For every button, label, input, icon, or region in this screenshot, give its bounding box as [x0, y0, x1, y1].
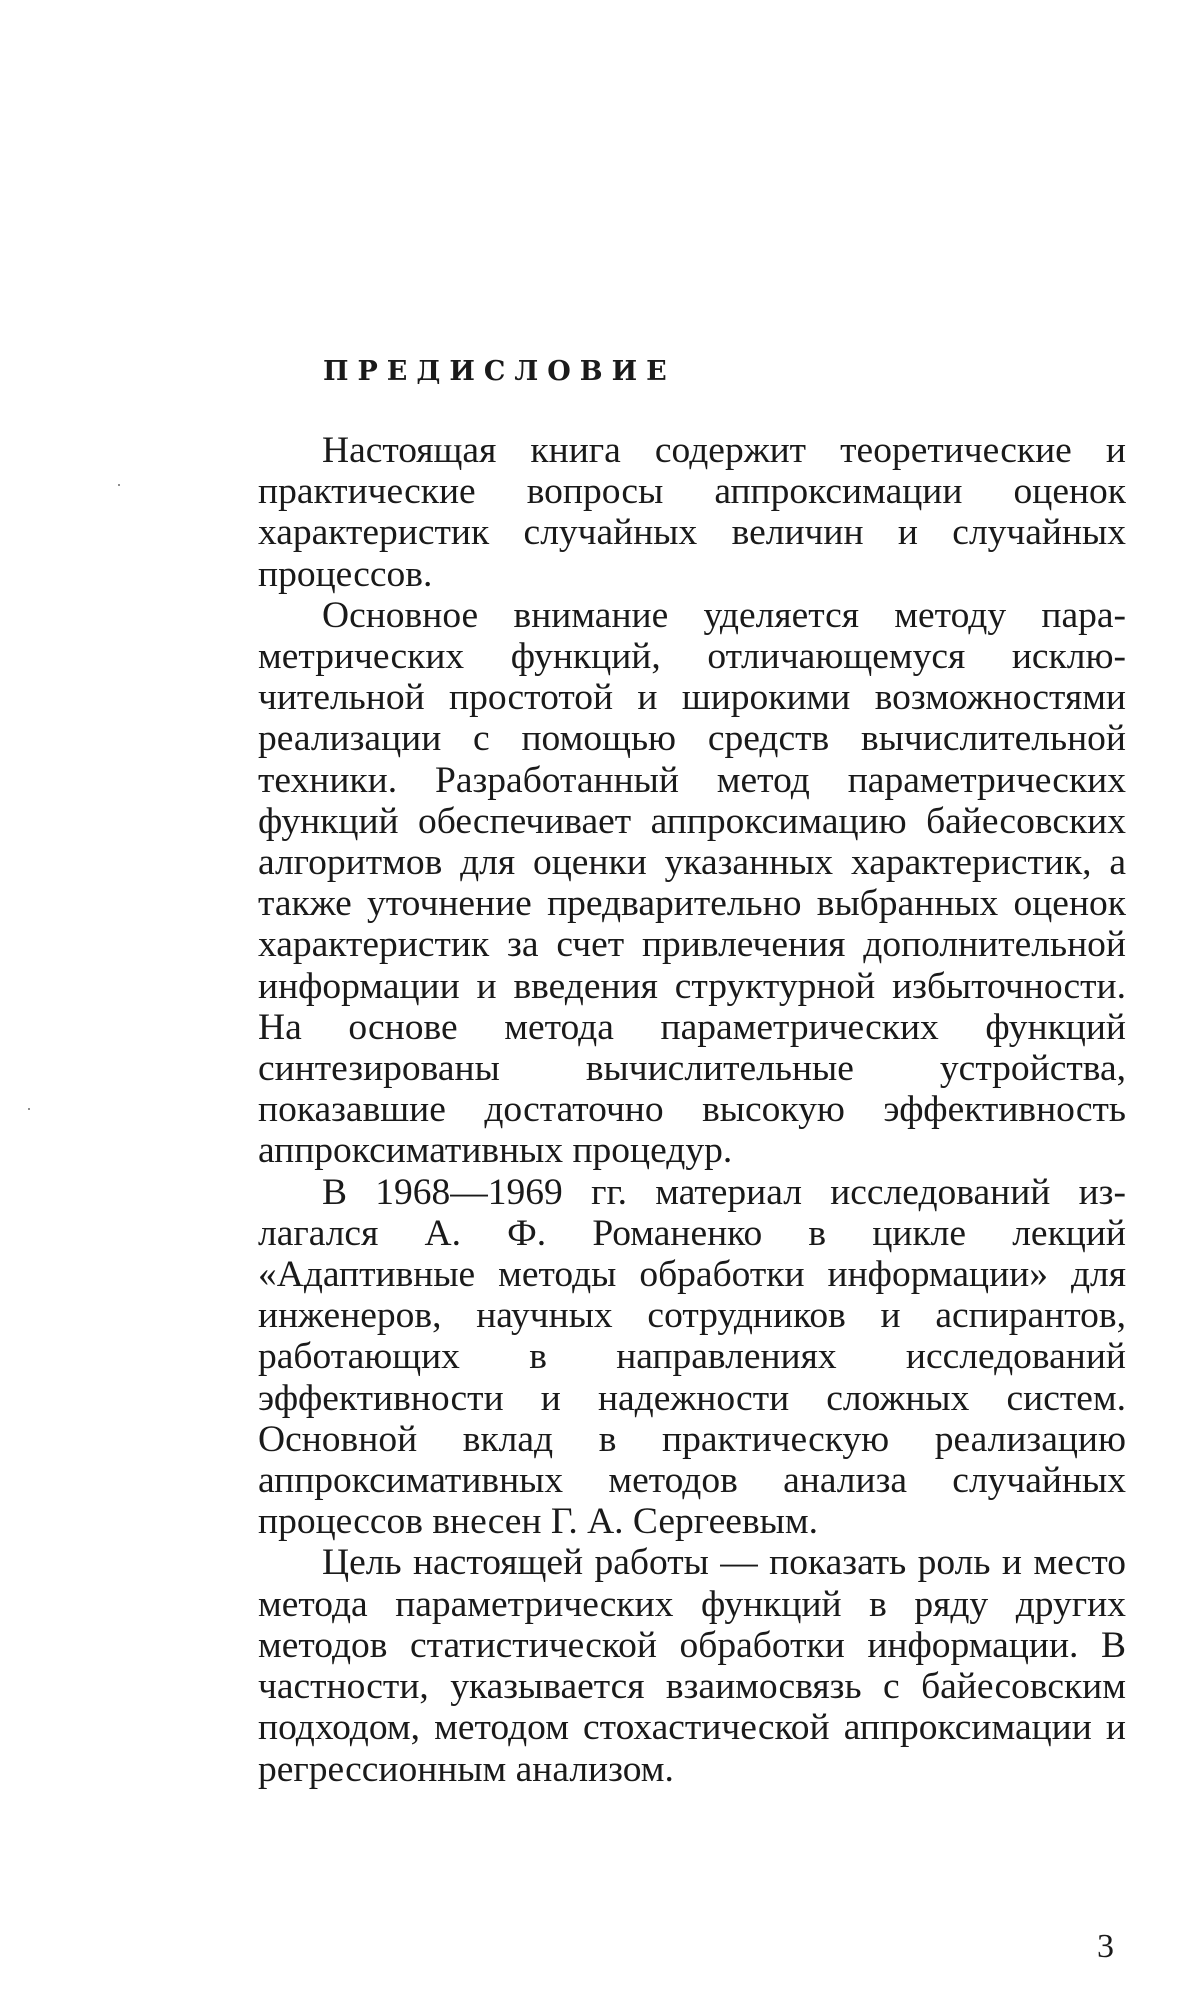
page-heading: ПРЕДИСЛОВИЕ	[323, 356, 676, 387]
page-number: 3	[1097, 1928, 1114, 1965]
preface-text	[258, 430, 1126, 1790]
paragraph-3: В 1968—1969 гг. материал исследований излагался А. Ф. Романенко в цикле лекций «Адаптивные методы обработки информации» для инженеров, научных сотрудников и аспирантов, работающих в направлениях исследований эффективности и надежности сложных систем. Основной вклад в практическую реализацию аппроксимативных методов анализа случайных процессов внесен Г. А. Сергеевым.	[258, 1171, 1126, 1543]
print-speck	[28, 1108, 30, 1110]
paragraph-2: Основное внимание уделяется методу параметрических функций, отличающемуся исключительной простотой и широкими возможностями реализации с помощью средств вычислительной техники. Разработанный метод параметрических функций обеспечивает аппроксимацию байесовских алгоритмов для оценки указанных характеристик, а также уточнение предварительно выбранных оценок характеристик за счет привлечения дополнительной информации и введения структурной избыточности. На основе метода параметрических функций синтезированы вычислительные устройства, показавшие достаточно высокую эффективность аппроксимативных процедур.	[258, 594, 1126, 1172]
print-speck	[118, 484, 120, 486]
paragraph-4: Цель настоящей работы — показать роль и место метода параметрических функций в ряду других методов статистической обработки информации. В частности, указывается взаимосвязь с байесовским подходом, методом стохастической аппроксимации и регрессионным анализом.	[258, 1542, 1126, 1790]
paragraph-1: Настоящая книга содержит теоретические и практические вопросы аппроксимации оценок характеристик случайных величин и случайных процессов.	[258, 430, 1126, 595]
